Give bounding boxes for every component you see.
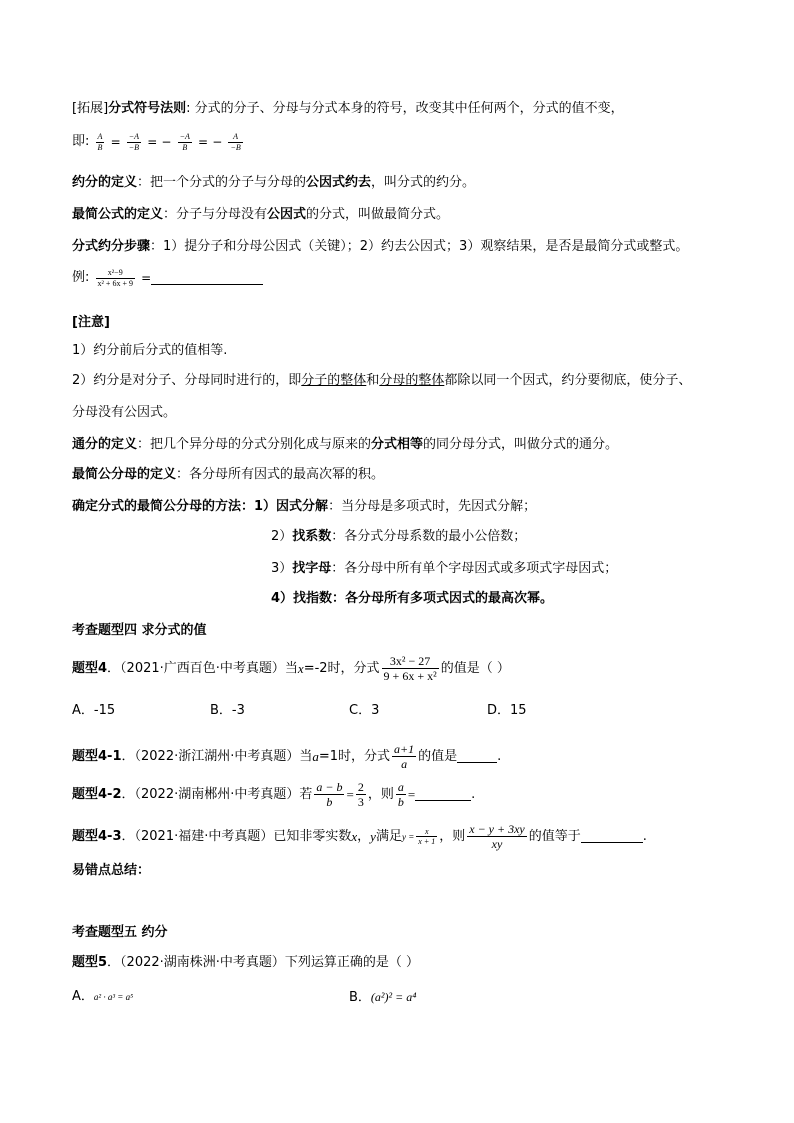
method-step-text: ：当分母是多项式时，先因式分解； — [328, 499, 537, 514]
option-label: A． — [72, 989, 94, 1004]
definition-text: ：把一个分式的分子与分母的 — [137, 175, 307, 190]
question-label: 题型4 — [72, 660, 108, 676]
question-label: 题型4-3 — [72, 828, 122, 844]
answer-blank — [457, 750, 497, 763]
question-source: ．（2021·福建·中考真题）已知非零实数 — [121, 828, 352, 844]
sign-rule-formula — [72, 132, 245, 152]
definition-keyword: 分式相等 — [371, 437, 424, 452]
question-source: ．（2022·浙江湖州·中考真题）当 — [121, 748, 313, 764]
q5-option-a — [72, 988, 133, 1006]
answer-blank — [151, 272, 263, 285]
question-fraction: $\frac{x}{x + 1}$ — [418, 826, 436, 847]
variable: x — [297, 660, 304, 676]
question-fraction: $\frac{2}{3}$ — [357, 780, 364, 810]
answer-blank — [415, 788, 471, 801]
definition-title: 最简公式的定义 — [72, 207, 164, 222]
tongfen-definition — [72, 436, 618, 454]
section-4-title: 考查题型四 求分式的值 — [72, 623, 207, 638]
lcd-method-line-3: 3）找字母：各分母中所有单个字母因式或多项式字母因式； — [271, 561, 618, 576]
definition-text: 的分式，叫做最简分式。 — [306, 207, 450, 222]
question-source: ．（2022·湖南株洲·中考真题）下列运算正确的是（ ） — [107, 955, 420, 970]
reduction-steps — [72, 238, 688, 256]
rule-text: : 分式的分子、分母与分式本身的符号，改变其中任何两个，分式的值不变， — [186, 101, 624, 116]
question-text: 的值等于 — [528, 828, 581, 844]
equals-sign: = — [198, 135, 209, 150]
question-4-3: 题型4-3．（2021·福建·中考真题）已知非零实数x，y满足y = $\frac{x}{x + 1}$ ，则 $\frac{x - y + 3xy}{xy}$ 的值等于 . — [72, 822, 647, 852]
fraction: $\frac{-A}{B}$ — [179, 132, 190, 152]
lcd-method-line-1 — [72, 498, 536, 516]
steps-text: ：1）提分子和分母公因式（关键）；2）约去公因式；3）观察结果，是否是最简分式或整式。 — [150, 239, 689, 254]
note-item-2-cont: 分母没有公因式。 — [72, 405, 177, 420]
question-text: =1时，分式 — [318, 748, 391, 764]
option-expression: (a²)² = a⁴ — [370, 990, 417, 1004]
question-text: =-2时，分式 — [303, 660, 380, 676]
question-text: ，则 — [367, 786, 394, 802]
fraction: $\frac{A}{B}$ — [97, 132, 103, 152]
underlined-text: 分子的整体 — [301, 373, 367, 388]
question-text: ，则 — [439, 828, 466, 844]
method-step-keyword: 1）因式分解 — [254, 499, 329, 514]
equals-sign: = — [147, 135, 158, 150]
underlined-text: 分母的整体 — [379, 373, 445, 388]
example-line — [72, 268, 263, 288]
variable: y — [370, 828, 376, 844]
question-label: 题型4-2 — [72, 786, 122, 802]
sign-rule-line — [72, 100, 624, 118]
option-expression: a² · a³ = a⁵ — [93, 992, 134, 1002]
definition-keyword: 公因式 — [267, 207, 307, 222]
question-source: ．（2021·广西百色·中考真题）当 — [107, 660, 298, 676]
method-step-text: ：各分母中所有单个字母因式或多项式字母因式； — [331, 561, 618, 576]
fraction: $\frac{A}{-B}$ — [230, 132, 241, 152]
equals-sign: = — [346, 786, 354, 802]
question-text: 满足 — [375, 828, 402, 844]
rule-prefix: [拓展] — [72, 101, 109, 116]
definition-text: ：把几个异分母的分式分别化成与原来的 — [137, 437, 372, 452]
equals-sign: = — [141, 271, 152, 286]
question-fraction: $\frac{a}{b}$ — [397, 780, 404, 810]
definition-text: ：分子与分母没有 — [163, 207, 268, 222]
rule-title: 分式符号法则 — [108, 101, 187, 116]
note-item-2: 2）约分是对分子、分母同时进行的，即分子的整体和分母的整体都除以同一个因式，约分要彻底，使分子、 — [72, 373, 692, 388]
example-label: 例: — [72, 270, 90, 286]
q4-option-a: A．-15 — [72, 703, 116, 718]
lcd-method-line-4: 4）找指数：各分母所有多项式因式的最高次幂。 — [271, 591, 554, 606]
variable: a — [312, 748, 319, 764]
answer-blank — [581, 830, 643, 843]
question-fraction: $\frac{x - y + 3xy}{xy}$ — [469, 822, 525, 852]
note-title: [注意] — [72, 315, 110, 330]
question-label: 题型4-1 — [72, 748, 122, 764]
q4-option-b: B．-3 — [210, 703, 245, 718]
steps-title: 分式约分步骤 — [72, 239, 151, 254]
question-4 — [72, 654, 510, 684]
equation-lhs: y = — [401, 831, 415, 842]
q4-option-c: C．3 — [349, 703, 380, 718]
q5-option-b — [349, 988, 416, 1007]
section-5-title: 考查题型五 约分 — [72, 925, 168, 940]
definition-text: 的同分母分式，叫做分式的通分。 — [423, 437, 619, 452]
fraction: $\frac{-A}{-B}$ — [128, 132, 140, 152]
question-label: 题型5 — [72, 955, 108, 970]
q4-option-d: D．15 — [487, 703, 527, 718]
equals-sign: = — [407, 786, 416, 802]
definition-title: 最简公分母的定义 — [72, 467, 177, 482]
lcd-definition — [72, 466, 384, 484]
yuefen-definition — [72, 174, 475, 192]
variable: x — [351, 828, 358, 844]
method-step-keyword: 找字母 — [292, 561, 332, 576]
definition-text: ：各分母所有因式的最高次幂的积。 — [176, 467, 385, 482]
question-fraction: $\frac{\text{3x² − 27}}{\text{9 + 6x + x²}}$ — [383, 654, 437, 684]
mistakes-summary-title: 易错点总结： — [72, 863, 151, 878]
definition-title: 约分的定义 — [72, 175, 138, 190]
definition-text: ，叫分式的约分。 — [371, 175, 476, 190]
definition-keyword: 公因式约去 — [306, 175, 372, 190]
method-title: 确定分式的最简公分母的方法： — [72, 499, 255, 514]
minus-sign: − — [212, 135, 223, 150]
question-5 — [72, 954, 419, 972]
question-text: 的值是（ ） — [440, 660, 510, 676]
lcd-method-line-2: 2）找系数：各分式分母系数的最小公倍数； — [271, 529, 527, 544]
question-text: 的值是 — [418, 748, 458, 764]
ji-label: 即: — [72, 134, 90, 150]
note-item-1: 1）约分前后分式的值相等. — [72, 343, 228, 358]
question-4-1: 题型4-1．（2022·浙江湖州·中考真题）当a=1时，分式 $\frac{a+1}{a}$ 的值是 . — [72, 742, 502, 772]
option-label: B． — [349, 990, 371, 1005]
question-4-2: 题型4-2．（2022·湖南郴州·中考真题）若 $\frac{a - b}{b}$ = $\frac{2}{3}$ ，则 $\frac{a}{b}$ = . — [72, 780, 476, 810]
question-fraction: $\frac{a+1}{a}$ — [394, 742, 415, 772]
method-step-text: ：各分式分母系数的最小公倍数； — [331, 529, 527, 544]
equals-sign: = — [110, 135, 121, 150]
question-fraction: $\frac{a - b}{b}$ — [316, 780, 343, 810]
example-fraction: $\frac{\text{x²−9}}{\text{x² + 6x + 9}}$ — [97, 268, 133, 288]
zuijian-definition — [72, 206, 449, 224]
definition-title: 通分的定义 — [72, 437, 138, 452]
method-step-keyword: 找系数 — [292, 529, 332, 544]
question-source: ．（2022·湖南郴州·中考真题）若 — [121, 786, 313, 802]
minus-sign: − — [161, 135, 172, 150]
